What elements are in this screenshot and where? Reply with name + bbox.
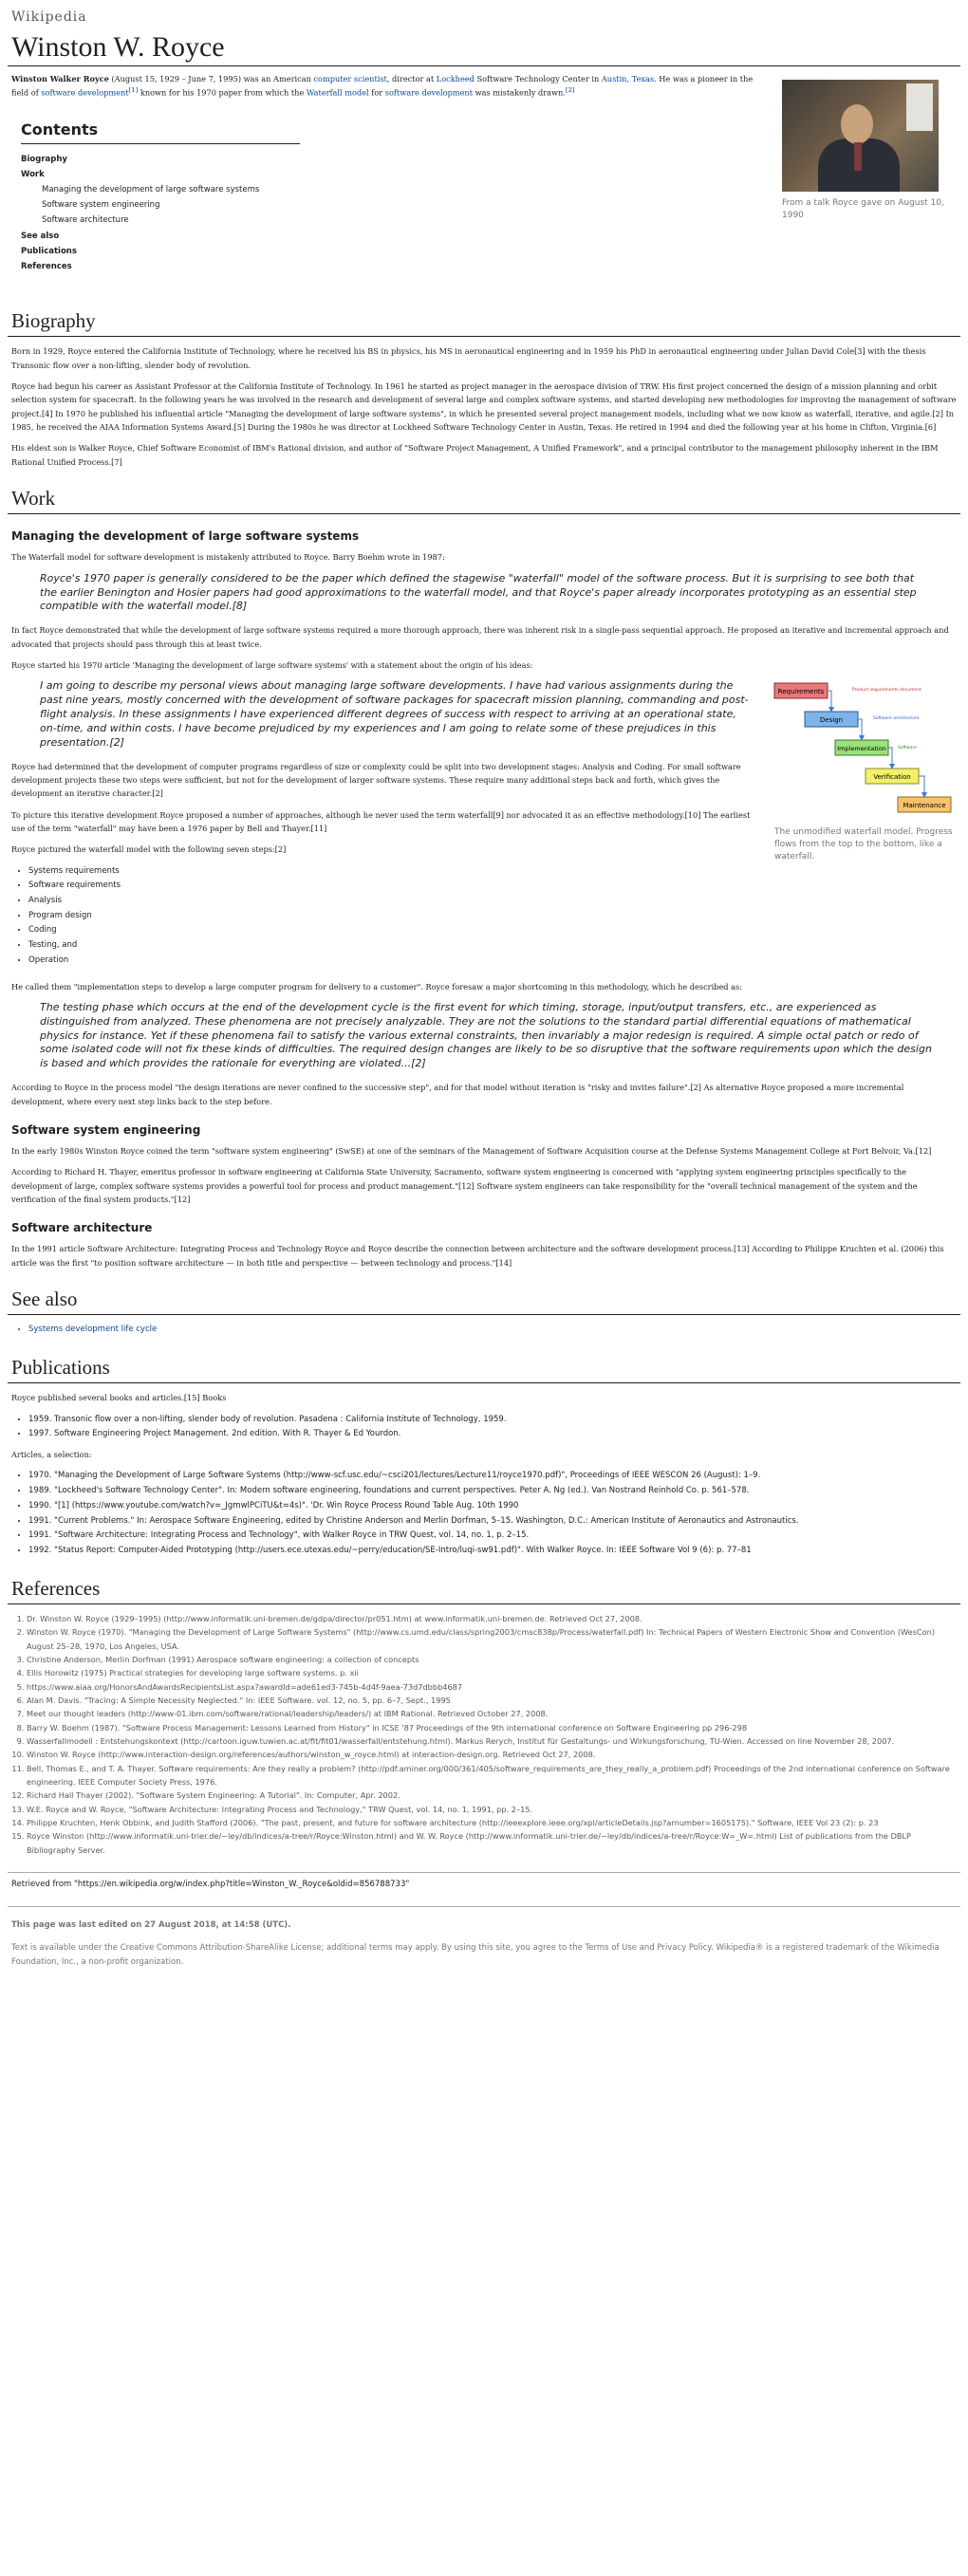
step-item-1: • Software requirements [28, 879, 960, 894]
toc-item-7[interactable]: References [21, 261, 72, 271]
license-text: Text is available under the Creative Commons Attribution-ShareAlike License; additional terms may apply. By using this site, you agree to the Terms of Use and Privacy Policy. Wikipedia® is a registered trademark of the Wikimedia Foundation, Inc., a non-profit organization. [11, 1943, 940, 1967]
step-item-4: • Coding [28, 923, 960, 938]
wf-label-implementation: Implementation [837, 745, 886, 753]
biography-p2: Royce had begun his career as Assistant Professor at the California Institute of Technology. In 1961 he started as project manager in the aerospace division of TRW. His first project concerned the design of a mission planning and orbit selection system for spacecraft. In the following years he was involved in the research and development of several large and complex software systems, and started developing new methodologies for improving the management of software project.[4] In 1970 he published his influential article "Managing the development of large software systems", in which he presented several project management models, including what we now know as waterfall, iterative, and agile.[2] In 1985, he received the AIAA Information Systems Award.[5] During the 1980s he was director at Lockheed Software Technology Center in Austin, Texas. He retired in 1994 and died the following year at his home in Clifton, Virginia.[6] [11, 381, 957, 433]
wf-note-2: Software [898, 746, 917, 751]
see-also-item-0[interactable]: • Systems development life cycle [28, 1323, 960, 1338]
reference-item-5: 6. Alan M. Davis. "Tracing: A Simple Necessity Neglected." In: IEEE Software. vol. 12, no. 5, pp. 6–7, Sept., 1995 [27, 1694, 960, 1707]
link-software-development[interactable]: software development [41, 87, 129, 98]
article-item-0: • 1970. "Managing the Development of Large Software Systems (http://www-scf.usc.edu/~csci201/lectures/Lecture11/royce1970.pdf)", Proceedings of IEEE WESCON 26 (August): 1–9. [28, 1469, 960, 1484]
wikipedia-wordmark[interactable]: Wikipedia [11, 9, 87, 25]
reference-item-4: 5. https://www.aiaa.org/HonorsAndAwardsRecipientsList.aspx?awardId=ade61ed3-745b-4d4f-9aea-73d7dbbb4687 [27, 1680, 960, 1694]
link-austin[interactable]: Austin, Texas [601, 73, 655, 83]
reference-item-14: 15. Royce Winston (http://www.informatik.uni-trier.de/~ley/db/indices/a-tree/r/Royce:Winston.html) and W. W. Royce (http://www.informatik.uni-trier.de/~ley/db/indices/a-tree/r/Royce:W=_W=.html) List of publications from the DBLP Bibliography Server. [27, 1829, 960, 1857]
articles-intro: Articles, a selection: [11, 1450, 92, 1460]
step-item-5: • Testing, and [28, 938, 960, 954]
article-item-3: • 1991. "Current Problems." In: Aerospace Software Engineering, edited by Christine Anderson and Merlin Dorfman, 5–15. Washington, D.C.: American Institute of Aeronautics and Astronautics. [28, 1514, 960, 1529]
heading-sse: Software system engineering [11, 1122, 201, 1137]
managing-p8: According to Royce in the process model "the design iterations are never confined to the successive step", and for that model without iteration is "risky and invites failure".[2] As alternative Royce proposed a more incremental development, where every next step links back to the step before. [11, 1083, 904, 1106]
book-item-0: • 1959. Transonic flow over a non-lifting, slender body of revolution. Pasadena : California Institute of Technology, 1959. [28, 1413, 960, 1428]
wf-note-1: Software architecture [873, 716, 920, 722]
books-list [28, 1413, 960, 1442]
quote-testing-phase: The testing phase which occurs at the end of the development cycle is the first event for which timing, storage, input/output transfers, etc., are experienced as distinguished from analyzed. These phenomena are not precisely analyzable. They are not the solutions to the standard partial differential equations of mathematical physics for instance. Yet if these phenomena fail to satisfy the various external constraints, then invariably a major redesign is required. A simple octal patch or redo of some isolated code will not fix these kinds of difficulties. The required design changes are likely to be so disruptive that the software requirements upon which the design is based and which provides the rationale for everything are violated...[2] [40, 1000, 932, 1070]
article-item-2: • 1990. "[1] (https://www.youtube.com/watch?v=_JgmwlPCiTU&t=4s)". 'Dr. Win Royce Process Round Table Aug. 10th 1990 [28, 1499, 960, 1514]
waterfall-figure [771, 679, 957, 863]
reference-item-12: 13. W.E. Royce and W. Royce, "Software Architecture: Integrating Process and Technology," TRW Quest, vol. 14, no. 1, 1991, pp. 2–15. [27, 1803, 960, 1816]
heading-references: References [8, 1576, 960, 1604]
retrieved-from[interactable]: Retrieved from "https://en.wikipedia.org/w/index.php?title=Winston_W._Royce&oldid=856788733" [8, 1872, 960, 1897]
page [8, 0, 960, 1988]
heading-publications: Publications [8, 1355, 960, 1383]
cite-2[interactable]: [2] [565, 85, 575, 94]
sse-p2: According to Richard H. Thayer, emeritus professor in software engineering at California State University, Sacramento, software system engineering is concerned with "applying system engineering principles specifically to the development of large, complex software systems provides a powerful tool for process and product management."[12] Software system engineers can take responsibility for the "overall technical management of the system and the verification of the final system products."[12] [11, 1167, 918, 1204]
managing-p5: To picture this iterative development Royce proposed a number of approaches, although he never used the term waterfall[9] nor advocated it as an effective methodology.[10] The earliest use of the term "waterfall" may have been a 1976 paper by Bell and Thayer.[11] [11, 809, 751, 833]
table-of-contents [21, 119, 300, 274]
reference-item-3: 4. Ellis Horowitz (1975) Practical strategies for developing large software systems. p. xii [27, 1666, 960, 1679]
publications-intro: Royce published several books and articles.[15] Books [11, 1393, 227, 1403]
article-item-5: • 1992. "Status Report: Computer-Aided Prototyping (http://users.ece.utexas.edu/~perry/education/SE-Intro/luqi-sw91.pdf)". With Walker Royce. In: IEEE Software Vol 9 (6): p. 77–81 [28, 1544, 960, 1559]
wf-label-design: Design [819, 716, 844, 725]
toc-item-3[interactable]: Software system engineering [42, 200, 160, 211]
reference-item-13: 14. Philippe Kruchten, Henk Obbink, and Judith Stafford (2006). "The past, present, and future for software architecture (http://ieeexplore.ieee.org/xpl/articleDetails.jsp?arnumber=1605175)." Software, IEEE Vol 23 (2): p. 23 [27, 1816, 960, 1829]
reference-item-11: 12. Richard Hall Thayer (2002). "Software System Engineering: A Tutorial". In: Computer, Apr. 2002. [27, 1788, 960, 1802]
sse-p1: In the early 1980s Winston Royce coined the term "software system engineering" (SwSE) at one of the seminars of the Management of Software Acquisition course at the Defense Systems Management College at Fort Belvoir, Va.[12] [11, 1145, 932, 1156]
see-also-list [28, 1323, 960, 1338]
article-item-4: • 1991. "Software Architecture: Integrating Process and Technology", with Walker Royce in TRW Quest, vol. 14, no. 1, p. 2–15. [28, 1529, 960, 1544]
cite-1[interactable]: [1] [128, 85, 139, 94]
toc-title: Contents [21, 119, 300, 144]
step-item-3: • Program design [28, 909, 960, 924]
book-item-1: • 1997. Software Engineering Project Management. 2nd edition. With R. Thayer & Ed Yourdon. [28, 1427, 960, 1442]
toc-item-6[interactable]: Publications [21, 246, 77, 256]
heading-biography: Biography [8, 308, 960, 337]
heading-architecture: Software architecture [11, 1221, 153, 1235]
toc-item-2[interactable]: Managing the development of large software systems [42, 185, 260, 195]
biography-p1: Born in 1929, Royce entered the California Institute of Technology, where he received his BS in physics, his MS in aeronautical engineering and in 1959 his PhD in aeronautical engineering under Julian David Cole[3] with the thesis Transonic flow over a non-lifting, slender body of revolution. [11, 346, 926, 370]
reference-item-2: 3. Christine Anderson, Merlin Dorfman (1991) Aerospace software engineering: a collection of concepts [27, 1653, 960, 1666]
reference-item-6: 7. Meet our thought leaders (http://www-01.ibm.com/software/rational/leadership/leaders/) at IBM Rational. Retrieved October 27, 2008. [27, 1707, 960, 1720]
reference-item-1: 2. Winston W. Royce (1970). "Managing the Development of Large Software Systems" (http://www.cs.umd.edu/class/spring2003/cmsc838p/Process/waterfall.pdf) In: Technical Papers of Western Electronic Show and Convention (WesCon) August 25–28, 1970, Los Angeles, USA. [27, 1625, 960, 1653]
lead-paragraph: Winston Walker Royce (August 15, 1929 – June 7, 1995) was an American computer scientist, director at Lockheed Software Technology Center in Austin, Texas. He was a pioneer in the field of software development[1] known for his 1970 paper from which the Waterfall model for software development was mistakenly drawn.[2] [11, 73, 754, 98]
link-software-development-2[interactable]: software development [384, 87, 473, 98]
heading-see-also: See also [8, 1287, 960, 1315]
toc-item-0[interactable]: Biography [21, 154, 67, 164]
toc-item-5[interactable]: See also [21, 231, 60, 241]
references-list [27, 1612, 960, 1857]
step-item-2: • Analysis [28, 894, 960, 909]
biography-p3: His eldest son is Walker Royce, Chief Software Economist of IBM's Rational division, and author of "Software Project Management, A Unified Framework", and a principal contributor to the management philosophy inherent in the IBM Rational Unified Process.[7] [11, 443, 939, 467]
wf-note-0: Product requirements document [852, 688, 921, 694]
page-title: Winston W. Royce [8, 29, 960, 66]
managing-p3: Royce started his 1970 article 'Managing the development of large software systems' with a statement about the origin of his ideas: [11, 659, 533, 670]
quote-boehm: Royce's 1970 paper is generally considered to be the paper which defined the stagewise "waterfall" model of the software process. But it is surprising to see both that the earlier Benington and Hosier papers had good approximations to the waterfall model, and that Royce's paper already incorporates prototyping as an essential step compatible with the waterfall model.[8] [40, 571, 917, 613]
reference-item-10: 11. Bell, Thomas E., and T. A. Thayer. Software requirements: Are they really a problem? (http://pdf.aminer.org/000/361/405/software_requirements_are_they_really_a_problem.pdf) Proceedings of the 2nd international conference on Software engineering. IEEE Computer Society Press, 1976. [27, 1762, 960, 1789]
reference-item-9: 10. Winston W. Royce (http://www.interaction-design.org/references/authors/winston_w_royce.html) at interaction-design.org. Retrieved Oct 27, 2008. [27, 1748, 960, 1761]
reference-item-8: 9. Wasserfallmodell : Entstehungskontext (http://cartoon.iguw.tuwien.ac.at/fit/fit01/wasserfall/entstehung.html). Markus Rerych, Institut für Gestaltungs- und Wirkungsforschung, TU-Wien. Accessed on line November 28, 2007. [27, 1734, 960, 1748]
subject-name: Winston Walker Royce [11, 73, 109, 83]
step-item-0: • Systems requirements [28, 864, 960, 880]
step-item-6: • Operation [28, 954, 960, 969]
article-item-1: • 1989. "Lockheed's Software Technology Center". In: Modern software engineering, foundations and current perspectives. Peter A. Ng (ed.). Van Nostrand Reinhold Co. p. 561–578. [28, 1484, 960, 1499]
wf-label-maintenance: Maintenance [903, 802, 946, 810]
articles-list [28, 1469, 960, 1558]
link-lockheed[interactable]: Lockheed [436, 73, 475, 83]
managing-p1: The Waterfall model for software development is mistakenly attributed to Royce. Barry Boehm wrote in 1987: [11, 552, 445, 563]
toc-list [21, 152, 300, 274]
waterfall-steps-list [28, 864, 960, 969]
wf-label-requirements: Requirements [777, 688, 825, 696]
last-edited: This page was last edited on 27 August 2018, at 14:58 (UTC). [11, 1919, 291, 1930]
managing-p4: Royce had determined that the development of computer programs regardless of size or complexity could be split into two development stages: Analysis and Coding. For small software development projects these two steps were sufficient, but not for the development of larger software systems. These require many additional steps back and forth, which gives the development an iterative character.[2] [11, 761, 741, 799]
reference-item-0: 1. Dr. Winston W. Royce (1929–1995) (http://www.informatik.uni-bremen.de/gdpa/director/pr051.htm) at www.informatik.uni-bremen.de. Retrieved Oct 27, 2008. [27, 1612, 960, 1625]
quote-royce-origin: I am going to describe my personal views about managing large software developments. I have had various assignments during the past nine years, mostly concerned with the development of software packages for spacecraft mission planning, commanding and post-flight analysis. In these assignments I have experienced different degrees of success with respect to arriving at an operational state, on-time, and within costs. I have become prejudiced by my experiences and I am going to relate some of these prejudices in this presentation.[2] [40, 679, 749, 749]
heading-managing: Managing the development of large software systems [11, 529, 360, 544]
arch-p1: In the 1991 article Software Architecture: Integrating Process and Technology Royce and Royce describe the connection between architecture and the software development process.[13] According to Philippe Kruchten et al. (2006) this article was the first "to position software architecture — in both title and perspective — between technology and process."[14] [11, 1244, 944, 1268]
wf-label-verification: Verification [873, 773, 911, 782]
waterfall-caption: The unmodified waterfall model. Progress flows from the top to the bottom, like a waterfall. [774, 827, 953, 862]
photo-caption: From a talk Royce gave on August 10, 1990 [782, 197, 944, 220]
link-computer-scientist[interactable]: computer scientist [313, 73, 387, 83]
heading-work: Work [8, 486, 960, 514]
toc-item-4[interactable]: Software architecture [42, 215, 129, 226]
footer [8, 1906, 960, 1969]
royce-photo[interactable] [782, 80, 939, 192]
managing-p6: Royce pictured the waterfall model with the following seven steps:[2] [11, 844, 287, 855]
toc-item-1[interactable]: Work [21, 170, 45, 180]
reference-item-7: 8. Barry W. Boehm (1987). "Software Process Management: Lessons Learned from History" in ICSE '87 Proceedings of the 9th international conference on Software Engineering pp 296-298 [27, 1721, 960, 1734]
infobox [771, 80, 957, 222]
link-waterfall-model[interactable]: Waterfall model [306, 87, 369, 98]
managing-p7: He called them "implementation steps to develop a large computer program for delivery to a customer". Royce foresaw a major shortcoming in this methodology, which he described as: [11, 981, 742, 991]
waterfall-diagram[interactable] [771, 679, 957, 822]
managing-p2: In fact Royce demonstrated that while the development of large software systems required a more thorough approach, there was inherent risk in a single-pass sequential approach. He proposed an iterative and incremental approach and advocated that projects should pass through this at least twice. [11, 625, 949, 649]
